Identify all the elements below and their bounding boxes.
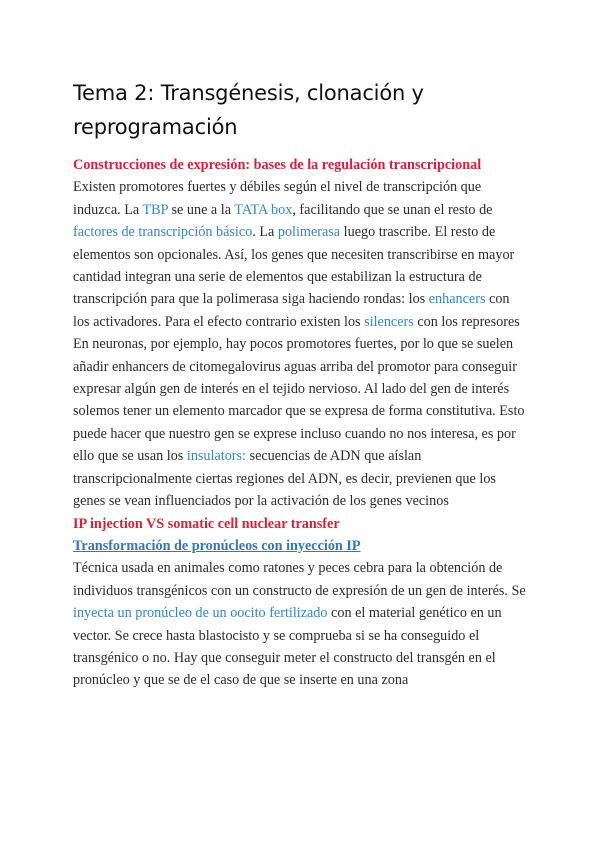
document-body — [73, 154, 528, 692]
text-run: con los represores — [413, 313, 520, 330]
subheading-link-pronucleus[interactable]: Transformación de pronúcleos con inyección IP — [73, 537, 361, 554]
section-heading-expression: Construcciones de expresión: bases de la regulación transcripcional — [73, 157, 482, 173]
term-polymerase: polimerasa — [277, 224, 341, 241]
page-title: Tema 2: Transgénesis, clonación y reprogramación — [73, 81, 424, 139]
paragraph-promoters — [73, 176, 528, 333]
term-inject-pronucleus: inyecta un pronúcleo de un oocito fertilizado — [73, 605, 328, 622]
term-silencers: silencers — [364, 313, 414, 330]
text-run: luego trascribe. El resto de elementos son opcionales. Así, los genes que necesiten transcribirse en mayor cantidad integran una serie de elementos que estabilizan la estructura de transcripción para que la polimerasa siga haciendo rondas: los — [73, 224, 515, 308]
term-enhancers: enhancers — [428, 291, 486, 308]
term-insulators: insulators: — [186, 448, 246, 465]
term-tbp: TBP — [142, 201, 168, 218]
text-run: . La — [252, 224, 278, 241]
term-tata-box: TATA box — [234, 201, 293, 218]
paragraph-neurons — [73, 333, 528, 512]
text-run: En neuronas, por ejemplo, hay pocos promotores fuertes, por lo que se suelen añadir enhancers de citomegalovirus aguas arriba del promotor para conseguir expresar algún gen de interés en el tejido nervioso. Al lado del gen de interés solemos tener un elemento marcador que se expresa de forma constitutiva. Esto puede hacer que nuestro gen se exprese incluso cuando no nos interesa, es por ello que se usan los — [73, 336, 525, 465]
text-run: Técnica usada en animales como ratones y peces cebra para la obtención de individuos transgénicos con un constructo de expresión de un gen de interés. Se — [73, 560, 526, 599]
text-run: Existen promotores fuertes y débiles según el nivel de transcripción que induzca. La — [73, 179, 482, 218]
text-run: , facilitando que se unan el resto de — [292, 201, 493, 218]
text-run: con los activadores. Para el efecto contrario existen los — [73, 291, 510, 330]
paragraph-technique — [73, 557, 528, 691]
text-run: secuencias de ADN que aíslan transcripcionalmente ciertas regiones del ADN, es decir, previenen que los genes se vean influenciados por la activación de los genes vecinos — [73, 448, 496, 510]
section-heading-ip-injection: IP injection VS somatic cell nuclear transfer — [73, 515, 340, 532]
text-run: se une a la — [167, 201, 235, 218]
text-run: con el material genético en un vector. Se crece hasta blastocisto y se comprueba si se ha conseguido el transgénico o no. Hay que conseguir meter el constructo del transgén en el pronúcleo y que se de el caso de que se inserte en una zona — [73, 605, 502, 689]
term-transcription-factors: factores de transcripción básico — [73, 224, 253, 241]
